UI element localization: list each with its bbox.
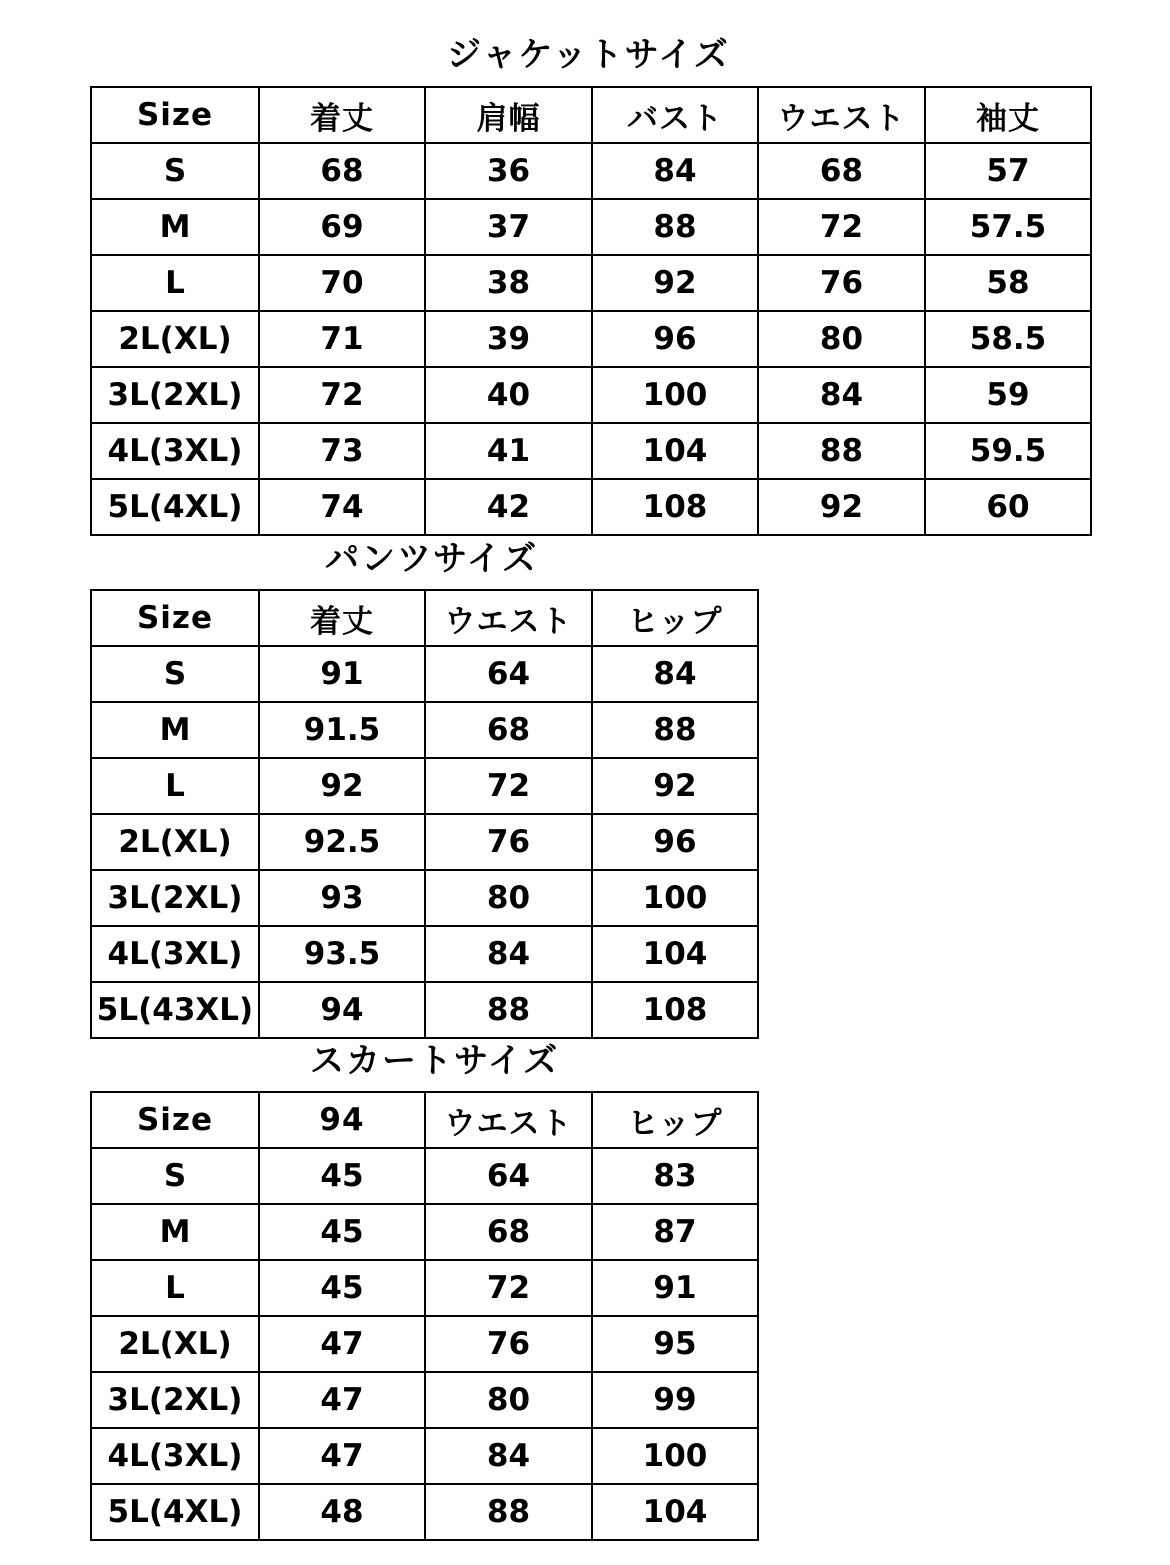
- column-header: 着丈: [259, 87, 425, 143]
- table-row: [91, 1484, 758, 1540]
- size-label-cell: 4L(3XL): [91, 1428, 259, 1484]
- size-label-cell: M: [91, 1204, 259, 1260]
- table-row: [91, 702, 758, 758]
- size-label-cell: 2L(XL): [91, 311, 259, 367]
- column-header: ウエスト: [425, 590, 592, 646]
- table-row: [91, 646, 758, 702]
- table-row: [91, 982, 758, 1038]
- measurement-cell: 92.5: [259, 814, 425, 870]
- table-header-row: [91, 590, 758, 646]
- table-row: [91, 199, 1091, 255]
- measurement-cell: 104: [592, 1484, 758, 1540]
- measurement-cell: 69: [259, 199, 425, 255]
- measurement-cell: 100: [592, 367, 758, 423]
- measurement-cell: 47: [259, 1316, 425, 1372]
- measurement-cell: 45: [259, 1204, 425, 1260]
- measurement-cell: 64: [425, 1148, 592, 1204]
- measurement-cell: 57: [925, 143, 1091, 199]
- measurement-cell: 84: [425, 1428, 592, 1484]
- measurement-cell: 70: [259, 255, 425, 311]
- measurement-cell: 71: [259, 311, 425, 367]
- measurement-cell: 88: [758, 423, 925, 479]
- skirt-size-title: スカートサイズ: [310, 1041, 560, 1081]
- measurement-cell: 39: [425, 311, 592, 367]
- measurement-cell: 91.5: [259, 702, 425, 758]
- measurement-cell: 100: [592, 1428, 758, 1484]
- measurement-cell: 72: [259, 367, 425, 423]
- measurement-cell: 45: [259, 1260, 425, 1316]
- table-row: [91, 1148, 758, 1204]
- measurement-cell: 76: [425, 814, 592, 870]
- column-header: ウエスト: [425, 1092, 592, 1148]
- measurement-cell: 68: [425, 702, 592, 758]
- column-header: ヒップ: [592, 590, 758, 646]
- size-label-cell: 2L(XL): [91, 1316, 259, 1372]
- measurement-cell: 36: [425, 143, 592, 199]
- jacket-size-table: [90, 86, 1092, 536]
- table-row: [91, 423, 1091, 479]
- measurement-cell: 84: [758, 367, 925, 423]
- measurement-cell: 59.5: [925, 423, 1091, 479]
- measurement-cell: 100: [592, 870, 758, 926]
- size-label-cell: L: [91, 1260, 259, 1316]
- measurement-cell: 88: [425, 982, 592, 1038]
- size-label-cell: 4L(3XL): [91, 926, 259, 982]
- column-header: 94: [259, 1092, 425, 1148]
- measurement-cell: 72: [425, 758, 592, 814]
- measurement-cell: 42: [425, 479, 592, 535]
- measurement-cell: 92: [758, 479, 925, 535]
- measurement-cell: 80: [425, 870, 592, 926]
- measurement-cell: 76: [758, 255, 925, 311]
- measurement-cell: 99: [592, 1372, 758, 1428]
- size-label-cell: L: [91, 758, 259, 814]
- table-row: [91, 143, 1091, 199]
- measurement-cell: 76: [425, 1316, 592, 1372]
- measurement-cell: 104: [592, 926, 758, 982]
- measurement-cell: 84: [592, 646, 758, 702]
- table-row: [91, 367, 1091, 423]
- size-label-cell: 3L(2XL): [91, 1372, 259, 1428]
- measurement-cell: 47: [259, 1428, 425, 1484]
- table-row: [91, 926, 758, 982]
- measurement-cell: 80: [425, 1372, 592, 1428]
- column-header: Size: [91, 87, 259, 143]
- size-label-cell: 3L(2XL): [91, 367, 259, 423]
- measurement-cell: 68: [758, 143, 925, 199]
- measurement-cell: 41: [425, 423, 592, 479]
- size-label-cell: 4L(3XL): [91, 423, 259, 479]
- size-label-cell: M: [91, 702, 259, 758]
- column-header: 肩幅: [425, 87, 592, 143]
- measurement-cell: 74: [259, 479, 425, 535]
- measurement-cell: 88: [592, 199, 758, 255]
- measurement-cell: 108: [592, 982, 758, 1038]
- measurement-cell: 104: [592, 423, 758, 479]
- table-row: [91, 1428, 758, 1484]
- size-label-cell: 5L(43XL): [91, 982, 259, 1038]
- measurement-cell: 80: [758, 311, 925, 367]
- measurement-cell: 96: [592, 311, 758, 367]
- size-label-cell: 5L(4XL): [91, 1484, 259, 1540]
- measurement-cell: 73: [259, 423, 425, 479]
- measurement-cell: 94: [259, 982, 425, 1038]
- measurement-cell: 40: [425, 367, 592, 423]
- measurement-cell: 72: [425, 1260, 592, 1316]
- measurement-cell: 91: [259, 646, 425, 702]
- measurement-cell: 93: [259, 870, 425, 926]
- table-row: [91, 255, 1091, 311]
- measurement-cell: 92: [592, 255, 758, 311]
- measurement-cell: 68: [259, 143, 425, 199]
- measurement-cell: 57.5: [925, 199, 1091, 255]
- table-row: [91, 758, 758, 814]
- skirt-size-table: [90, 1091, 759, 1541]
- measurement-cell: 95: [592, 1316, 758, 1372]
- size-label-cell: L: [91, 255, 259, 311]
- measurement-cell: 91: [592, 1260, 758, 1316]
- column-header: Size: [91, 590, 259, 646]
- measurement-cell: 87: [592, 1204, 758, 1260]
- measurement-cell: 45: [259, 1148, 425, 1204]
- table-row: [91, 814, 758, 870]
- pants-size-title: パンツサイズ: [325, 539, 539, 579]
- column-header: Size: [91, 1092, 259, 1148]
- table-row: [91, 1316, 758, 1372]
- measurement-cell: 88: [425, 1484, 592, 1540]
- measurement-cell: 38: [425, 255, 592, 311]
- measurement-cell: 48: [259, 1484, 425, 1540]
- size-label-cell: S: [91, 646, 259, 702]
- size-label-cell: 2L(XL): [91, 814, 259, 870]
- measurement-cell: 83: [592, 1148, 758, 1204]
- measurement-cell: 72: [758, 199, 925, 255]
- measurement-cell: 58: [925, 255, 1091, 311]
- size-label-cell: 3L(2XL): [91, 870, 259, 926]
- measurement-cell: 92: [259, 758, 425, 814]
- measurement-cell: 93.5: [259, 926, 425, 982]
- measurement-cell: 88: [592, 702, 758, 758]
- column-header: 袖丈: [925, 87, 1091, 143]
- measurement-cell: 58.5: [925, 311, 1091, 367]
- measurement-cell: 96: [592, 814, 758, 870]
- measurement-cell: 84: [592, 143, 758, 199]
- size-label-cell: M: [91, 199, 259, 255]
- measurement-cell: 84: [425, 926, 592, 982]
- measurement-cell: 37: [425, 199, 592, 255]
- column-header: 着丈: [259, 590, 425, 646]
- table-header-row: [91, 1092, 758, 1148]
- measurement-cell: 92: [592, 758, 758, 814]
- column-header: ヒップ: [592, 1092, 758, 1148]
- size-label-cell: S: [91, 1148, 259, 1204]
- table-row: [91, 479, 1091, 535]
- table-row: [91, 1260, 758, 1316]
- table-row: [91, 1372, 758, 1428]
- measurement-cell: 108: [592, 479, 758, 535]
- column-header: バスト: [592, 87, 758, 143]
- table-row: [91, 870, 758, 926]
- column-header: ウエスト: [758, 87, 925, 143]
- table-row: [91, 311, 1091, 367]
- size-label-cell: S: [91, 143, 259, 199]
- pants-size-table: [90, 589, 759, 1039]
- table-row: [91, 1204, 758, 1260]
- measurement-cell: 64: [425, 646, 592, 702]
- measurement-cell: 60: [925, 479, 1091, 535]
- jacket-size-title: ジャケットサイズ: [447, 35, 730, 75]
- measurement-cell: 68: [425, 1204, 592, 1260]
- measurement-cell: 47: [259, 1372, 425, 1428]
- measurement-cell: 59: [925, 367, 1091, 423]
- size-label-cell: 5L(4XL): [91, 479, 259, 535]
- table-header-row: [91, 87, 1091, 143]
